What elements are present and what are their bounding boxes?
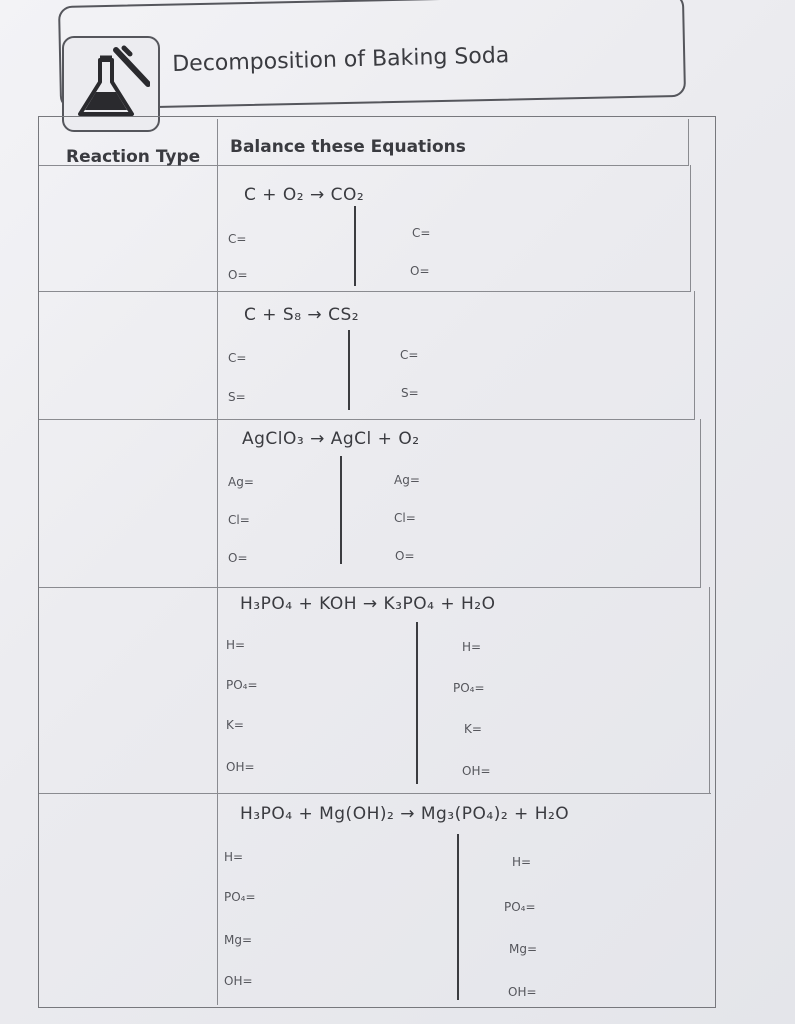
right-count: Ag= [394, 473, 420, 487]
left-count: Mg= [224, 933, 253, 947]
left-count: Cl= [228, 513, 250, 527]
left-count: S= [228, 390, 246, 404]
left-count: PO₄= [224, 890, 256, 904]
right-count: O= [395, 549, 415, 563]
right-count: PO₄= [504, 900, 536, 914]
left-count: H= [226, 638, 246, 652]
reaction-table [38, 116, 716, 1008]
row-separator [39, 291, 691, 292]
page-title: Decomposition of Baking Soda [172, 43, 510, 77]
column-divider [217, 119, 218, 1005]
tally-divider [457, 834, 459, 1000]
right-count: C= [412, 226, 431, 240]
equation-2: C + S₈ → CS₂ [244, 305, 360, 325]
equation-1: C + O₂ → CO₂ [244, 185, 365, 205]
left-count: H= [224, 850, 244, 864]
reaction-type-header: Reaction Type [66, 147, 201, 167]
tally-divider [416, 622, 418, 784]
right-count: C= [400, 348, 419, 362]
equation-3: AgClO₃ → AgCl + O₂ [242, 429, 420, 449]
tally-divider [340, 456, 342, 564]
right-count: O= [410, 264, 430, 278]
left-count: O= [228, 268, 248, 282]
table-edge [694, 291, 695, 419]
left-count: C= [228, 351, 247, 365]
left-count: O= [228, 551, 248, 565]
row-separator [39, 419, 695, 420]
right-count: S= [401, 386, 419, 400]
tally-divider [348, 330, 350, 410]
row-separator [39, 793, 711, 794]
right-count: K= [464, 722, 482, 736]
left-count: C= [228, 232, 247, 246]
tally-divider [354, 206, 356, 286]
balance-equations-header: Balance these Equations [230, 137, 466, 157]
right-count: Mg= [509, 942, 538, 956]
left-count: OH= [226, 760, 255, 774]
right-count: OH= [508, 985, 537, 999]
right-count: H= [512, 855, 532, 869]
equation-5: H₃PO₄ + Mg(OH)₂ → Mg₃(PO₄)₂ + H₂O [240, 804, 570, 824]
left-count: Ag= [228, 475, 254, 489]
left-count: PO₄= [226, 678, 258, 692]
table-edge [709, 587, 710, 793]
right-count: OH= [462, 764, 491, 778]
right-count: H= [462, 640, 482, 654]
table-edge [690, 165, 691, 291]
equation-4: H₃PO₄ + KOH → K₃PO₄ + H₂O [240, 594, 496, 614]
row-separator [39, 587, 701, 588]
right-count: Cl= [394, 511, 416, 525]
left-count: K= [226, 718, 244, 732]
flask-icon [72, 44, 150, 124]
right-count: PO₄= [453, 681, 485, 695]
table-edge [688, 119, 689, 165]
table-edge [700, 419, 701, 587]
left-count: OH= [224, 974, 253, 988]
